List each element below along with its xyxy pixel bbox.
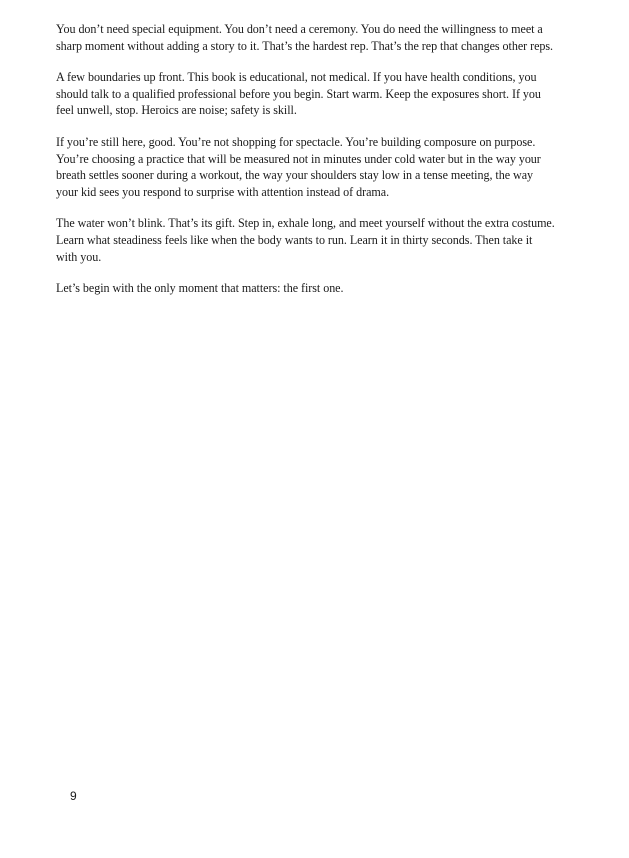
page-body bbox=[56, 21, 556, 312]
paragraph-composure: If you’re still here, good. You’re not shopping for spectacle. You’re building composure on purpose. You’re choosing a practice that will be measured not in minutes under cold water but in the way your breath settles sooner during a workout, the way your shoulders stay low in a tense meeting, the way your kid sees you respond to surprise with attention instead of drama. bbox=[56, 134, 541, 199]
paragraph-boundaries: A few boundaries up front. This book is educational, not medical. If you have health conditions, you should talk to a qualified professional before you begin. Start warm. Keep the exposures short. If you feel unwell, stop. Heroics are noise; safety is skill. bbox=[56, 70, 541, 118]
page-number: 9 bbox=[70, 789, 77, 803]
paragraph-equipment: You don’t need special equipment. You don’t need a ceremony. You do need the willingness to meet a sharp moment without adding a story to it. That’s the hardest rep. That’s the rep that changes other reps. bbox=[56, 22, 554, 53]
paragraph-water: The water won’t blink. That’s its gift. Step in, exhale long, and meet yourself without the extra costume. Learn what steadiness feels like when the body wants to run. Learn it in thirty seconds. Then take it with you. bbox=[56, 216, 555, 264]
paragraph-begin: Let’s begin with the only moment that matters: the first one. bbox=[56, 281, 344, 296]
